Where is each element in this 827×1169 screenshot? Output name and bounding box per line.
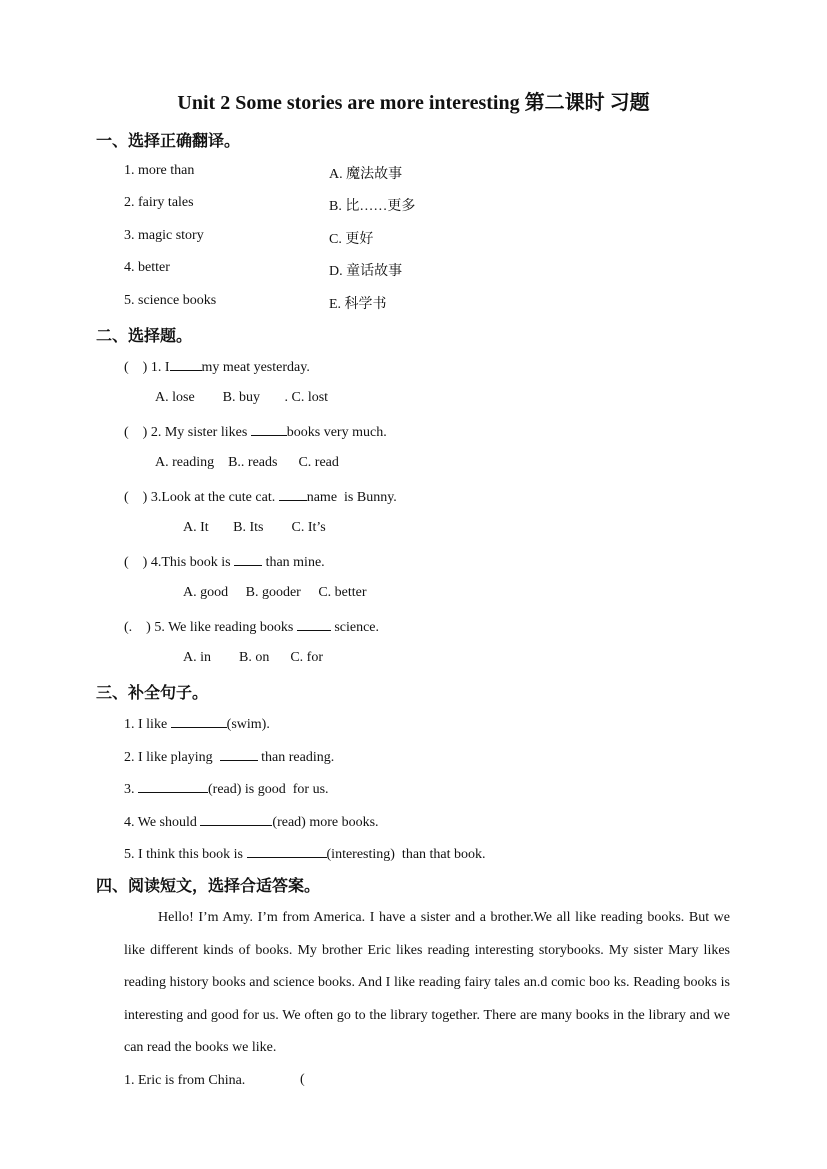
translation-option: C. 更好 [329, 232, 374, 247]
vocab-item: 1. more than [124, 163, 195, 178]
reading-passage: Hello! I’m Amy. I’m from America. I have a sister and a brother.We all like reading books. But we like different kinds of books. My brother Eric likes reading interesting storybooks. My sister Mary likes reading history books and science books. And I like reading fairy tales an.d comic boo ks. Reading books is interesting and good for us. We often go to the library together. There are many books in the library and we can read the books we like. [124, 910, 730, 1056]
question-text: ( ) 4.This book is [124, 555, 235, 570]
sentence-text: (interesting) than that book. [326, 847, 486, 862]
answer-blank[interactable] [171, 715, 227, 728]
translation-option: E. 科学书 [329, 297, 387, 312]
section-4-heading: 四、阅读短文，选择合适答案。 [96, 878, 321, 895]
question-text: ( ) 3.Look at the cute cat. [124, 490, 279, 505]
question-text: books very much. [286, 425, 387, 440]
question-text: ( ) 2. My sister likes [124, 425, 251, 440]
sentence-text: 5. I think this book is [124, 847, 247, 862]
fill-sentence [124, 715, 270, 733]
sentence-text: (read) is good for us. [208, 782, 329, 797]
section-3-heading: 三、补全句子。 [96, 685, 209, 702]
translation-option: B. 比……更多 [329, 199, 416, 214]
sentence-text: 2. I like playing [124, 750, 220, 765]
question-text: name is Bunny. [306, 490, 397, 505]
fill-sentence [124, 748, 334, 766]
vocab-item: 5. science books [124, 293, 217, 308]
section-2-heading: 二、选择题。 [96, 328, 193, 345]
sentence-text: than reading. [257, 750, 335, 765]
choice-options: A. lose B. buy . C. lost [155, 390, 329, 405]
answer-blank[interactable] [297, 618, 331, 631]
choice-question [124, 618, 379, 636]
choice-question [124, 423, 387, 441]
choice-options: A. good B. gooder C. better [183, 585, 367, 600]
sentence-text: 1. I like [124, 717, 171, 732]
translation-option: A. 魔法故事 [329, 167, 403, 182]
reading-question: 1. Eric is from China. [124, 1073, 246, 1088]
choice-question [124, 553, 325, 571]
answer-blank[interactable] [251, 423, 287, 436]
answer-blank[interactable] [138, 780, 208, 793]
page-title: Unit 2 Some stories are more interesting 第二课时 习题 [177, 92, 650, 114]
question-text: ( ) 1. I [124, 360, 170, 375]
vocab-item: 4. better [124, 260, 170, 275]
question-text: (. ) 5. We like reading books [124, 620, 297, 635]
fill-sentence [124, 845, 486, 863]
answer-blank[interactable] [234, 553, 262, 566]
answer-blank[interactable] [279, 488, 307, 501]
vocab-item: 2. fairy tales [124, 195, 194, 210]
sentence-text: 4. We should [124, 815, 201, 830]
sentence-text: (read) more books. [272, 815, 379, 830]
sentence-text: 3. [124, 782, 138, 797]
answer-paren[interactable]: ( [300, 1072, 305, 1087]
fill-sentence [124, 780, 329, 798]
section-1-heading: 一、选择正确翻译。 [96, 133, 241, 150]
question-text: my meat yesterday. [201, 360, 310, 375]
choice-question [124, 358, 310, 376]
choice-options: A. reading B.. reads C. read [155, 455, 339, 470]
fill-sentence [124, 813, 379, 831]
answer-blank[interactable] [170, 358, 202, 371]
question-text: science. [330, 620, 380, 635]
choice-options: A. in B. on C. for [183, 650, 323, 665]
choice-question [124, 488, 397, 506]
sentence-text: (swim). [226, 717, 270, 732]
question-text: than mine. [262, 555, 325, 570]
answer-blank[interactable] [247, 845, 327, 858]
translation-option: D. 童话故事 [329, 264, 403, 279]
answer-blank[interactable] [220, 748, 258, 761]
answer-blank[interactable] [200, 813, 272, 826]
vocab-item: 3. magic story [124, 228, 204, 243]
choice-options: A. It B. Its C. It’s [183, 520, 326, 535]
